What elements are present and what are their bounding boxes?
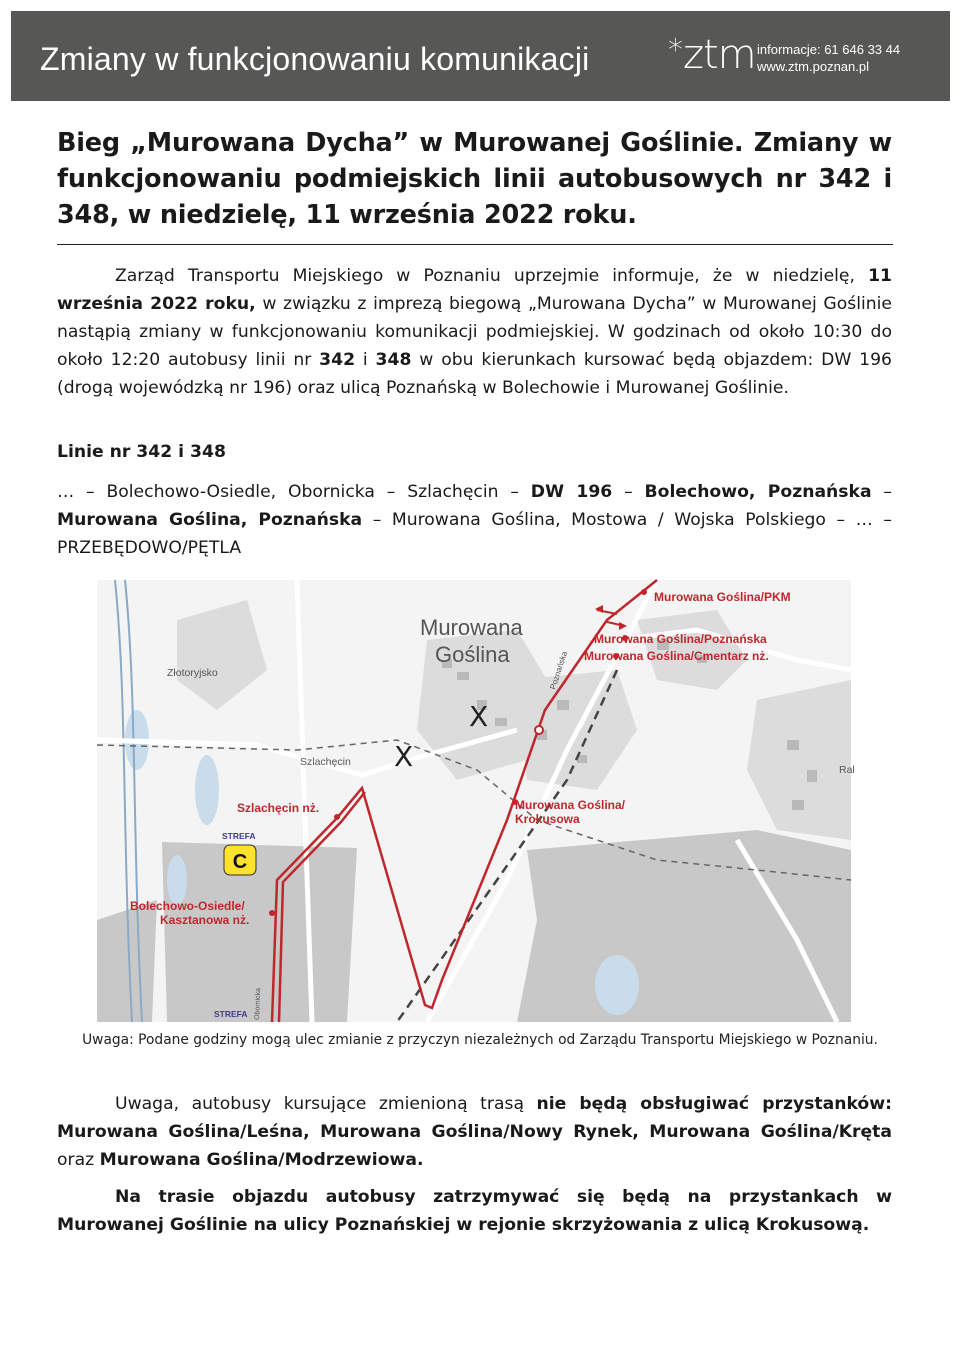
route-part-mg-poznanska: Murowana Goślina, Poznańska <box>57 510 363 530</box>
intro-paragraph <box>57 262 892 402</box>
route-part-end: – Murowana Goślina, Mostowa / Wojska Polskiego – … – PRZEBĘDOWO/PĘTLA <box>57 510 893 558</box>
title-divider <box>57 244 893 245</box>
stop-label-krokusowa-1: Murowana Goślina/ <box>515 798 626 812</box>
line-342: 342 <box>319 350 356 370</box>
stop-label-bolechowo-2: Kasztanowa nż. <box>160 913 250 927</box>
lines-heading: Linie nr 342 i 348 <box>57 442 226 462</box>
notice-skipped-stops: nie będą obsługiwać przystanków: Murowana Goślina/Leśna, Murowana Goślina/Nowy Rynek, Murowana Goślina/Kręta <box>57 1094 892 1142</box>
stop-label-bolechowo-1: Bolechowo-Osiedle/ <box>130 899 245 913</box>
stop-label-cmentarz: Murowana Goślina/Cmentarz nż. <box>584 649 769 663</box>
closed-marker-1: X <box>469 700 489 733</box>
stop-label-poznanska: Murowana Goślina/Poznańska <box>594 632 767 646</box>
route-description <box>57 478 892 562</box>
phone-info: informacje: 61 646 33 44 <box>757 42 901 57</box>
ztm-logo <box>668 32 756 78</box>
intro-conj: i <box>362 350 368 370</box>
place-zlotoryjsko: Złotoryjsko <box>167 667 218 679</box>
street-obornicka: Obornicka <box>254 987 263 1021</box>
stop-label-pkm: Murowana Goślina/PKM <box>654 590 791 604</box>
street-poznanska: Poznańska <box>548 650 570 691</box>
town-name-line1: Murowana <box>420 615 523 640</box>
place-ral: Ral <box>839 764 855 776</box>
notice-last-stop: Murowana Goślina/Modrzewiowa. <box>99 1150 424 1170</box>
notice-text-1: Uwaga, autobusy kursujące zmienioną trasą <box>115 1094 524 1114</box>
website-link[interactable]: www.ztm.poznan.pl <box>757 59 869 74</box>
route-part-dw196: DW 196 <box>530 482 613 502</box>
route-part-bolechowo: Bolechowo, Poznańska <box>644 482 872 502</box>
zone-label-bottom: STREFA <box>214 1009 248 1019</box>
header-title: Zmiany w funkcjonowaniu komunikacji <box>40 41 590 77</box>
intro-date: 11 września 2022 roku, <box>57 266 893 314</box>
route-dash-2: – <box>883 482 892 502</box>
detour-map <box>97 580 855 1022</box>
logo-text: ztm <box>683 32 756 78</box>
stop-label-szlachecin: Szlachęcin nż. <box>237 801 320 815</box>
line-348: 348 <box>375 350 412 370</box>
closed-marker-2: X <box>394 740 414 773</box>
place-szlachecin: Szlachęcin <box>300 756 351 768</box>
page-title: Bieg „Murowana Dycha” w Murowanej Goślinie. Zmiany w funkcjonowaniu podmiejskich linii autobusowych nr 342 i 348, w niedzielę, 11 września 2022 roku. <box>57 128 892 230</box>
logo-star-icon: * <box>668 33 682 68</box>
map-note: Uwaga: Podane godziny mogą ulec zmianie z przyczyn niezależnych od Zarządu Transportu Miejskiego w Poznaniu. <box>82 1032 878 1048</box>
town-name-line2: Goślina <box>435 642 510 667</box>
notice-conj: oraz <box>57 1150 95 1170</box>
intro-text-2: w związku z imprezą biegową „Murowana Dycha” w Murowanej Goślinie nastąpią zmiany w funkcjonowaniu komunikacji podmiejskiej. W godzinach od około 10:30 do około 12:20 autobusy linii nr <box>57 294 892 370</box>
stop-label-krokusowa-2: Krokusowa <box>515 812 580 826</box>
contact-info <box>757 41 900 75</box>
intro-text-1: Zarząd Transportu Miejskiego w Poznaniu uprzejmie informuje, że w niedzielę, <box>115 266 855 286</box>
route-dash-1: – <box>624 482 633 502</box>
zone-label-top: STREFA <box>222 831 256 841</box>
stops-info-paragraph: Na trasie objazdu autobusy zatrzymywać się będą na przystankach w Murowanej Goślinie na ulicy Poznańskiej w rejonie skrzyżowania z ulicą Krokusową. <box>57 1187 892 1235</box>
intro-text-3: w obu kierunkach kursować będą objazdem: DW 196 (drogą wojewódzką nr 196) oraz ulicą Poznańską w Bolechowie i Murowanej Goślinie. <box>57 350 892 398</box>
route-part-1: … – Bolechowo-Osiedle, Obornicka – Szlachęcin – <box>57 482 519 502</box>
notice-paragraph <box>57 1090 892 1174</box>
header-bar <box>11 11 950 101</box>
zone-letter: C <box>232 851 248 873</box>
